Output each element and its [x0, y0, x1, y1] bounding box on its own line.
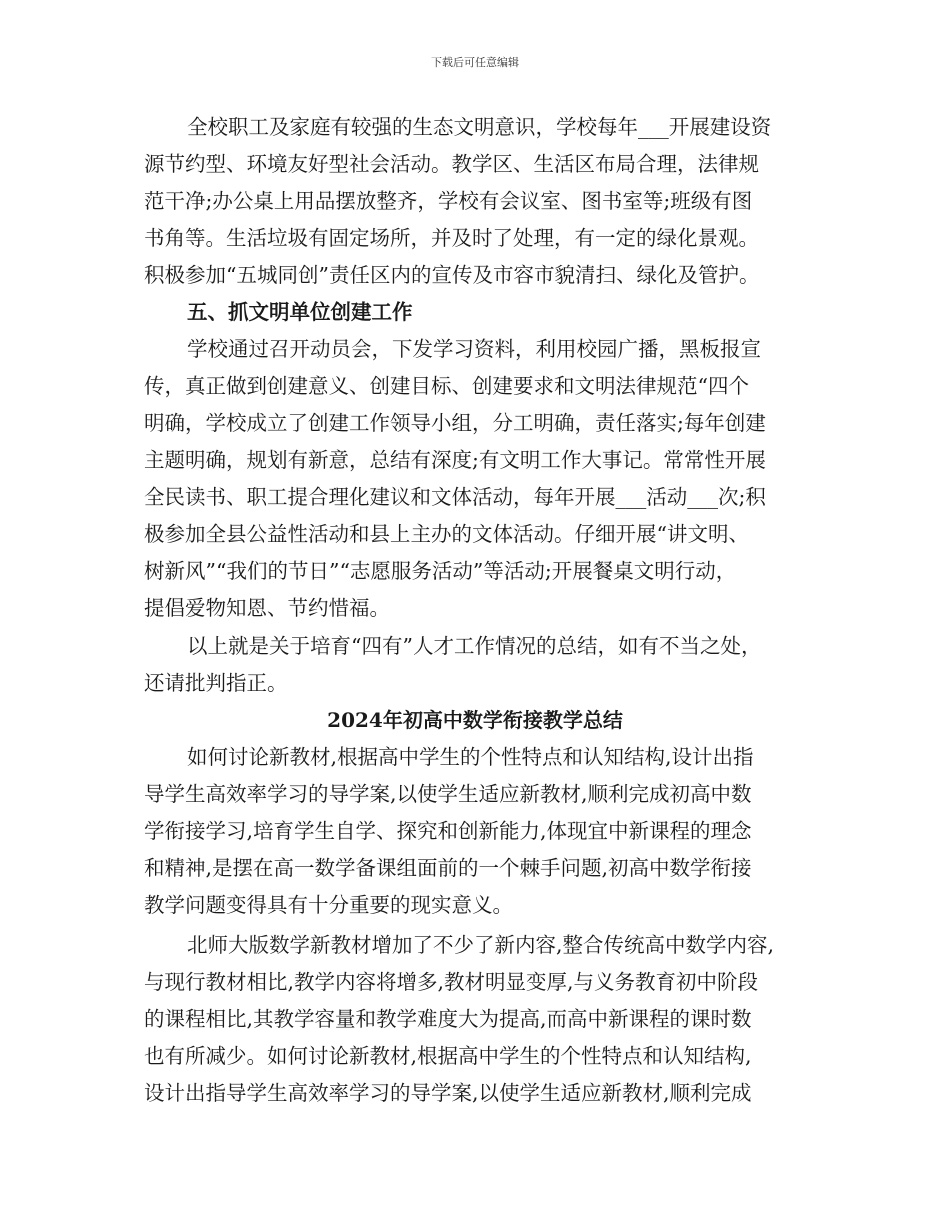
text-line: 如何讨论新教材,根据高中学生的个性特点和认知结构,设计出指	[187, 745, 754, 769]
article-title: 2024年初高中数学衔接教学总结	[327, 708, 623, 732]
text-line: 全民读书、职工提合理化建议和文体活动，每年开展___活动___次;积	[144, 485, 766, 509]
text-line: 和精神,是摆在高一数学备课组面前的一个棘手问题,初高中数学衔接	[144, 856, 752, 880]
text-line: 全校职工及家庭有较强的生态文明意识，学校每年___开展建设资	[187, 115, 772, 139]
text-line: 范干净;办公桌上用品摆放整齐，学校有会议室、图书室等;班级有图	[144, 189, 753, 213]
text-line: 学校通过召开动员会，下发学习资料，利用校园广播，黑板报宣	[187, 337, 761, 361]
text-line: 提倡爱物知恩、节约惜福。	[144, 596, 390, 620]
text-line: 源节约型、环境友好型社会活动。教学区、生活区布局合理，法律规	[144, 152, 759, 176]
text-line: 也有所减少。如何讨论新教材,根据高中学生的个性特点和认知结构,	[144, 1044, 752, 1068]
text-line: 还请批判指正。	[144, 671, 288, 695]
section-heading: 五、抓文明单位创建工作	[187, 300, 413, 324]
text-line: 设计出指导学生高效率学习的导学案,以使学生适应新教材,顺利完成	[144, 1081, 752, 1105]
text-line: 树新风”“我们的节日”“志愿服务活动”等活动;开展餐桌文明行动，	[144, 559, 737, 583]
page-header: 下载后可任意编辑	[431, 56, 519, 69]
text-line: 积极参加“五城同创”责任区内的宣传及市容市貌清扫、绿化及管护。	[144, 263, 760, 287]
text-line: 学衔接学习,培育学生自学、探究和创新能力,体现宜中新课程的理念	[144, 819, 752, 843]
text-line: 主题明确，规划有新意，总结有深度;有文明工作大事记。常常性开展	[144, 448, 766, 472]
text-line: 教学问题变得具有十分重要的现实意义。	[144, 893, 513, 917]
text-line: 书角等。生活垃圾有固定场所，并及时了处理，有一定的绿化景观。	[144, 226, 759, 250]
text-line: 传，真正做到创建意义、创建目标、创建要求和文明法律规范“四个	[144, 374, 749, 398]
text-line: 北师大版数学新教材增加了不少了新内容,整合传统高中数学内容,	[187, 933, 775, 957]
text-line: 导学生高效率学习的导学案,以使学生适应新教材,顺利完成初高中数	[144, 782, 752, 806]
text-line: 的课程相比,其教学容量和教学难度大为提高,而高中新课程的课时数	[144, 1007, 752, 1031]
text-line: 与现行教材相比,教学内容将增多,教材明显变厚,与义务教育初中阶段	[144, 970, 759, 994]
text-line: 明确，学校成立了创建工作领导小组，分工明确，责任落实;每年创建	[144, 411, 766, 435]
text-line: 以上就是关于培育“四有”人才工作情况的总结，如有不当之处，	[187, 634, 762, 658]
text-line: 极参加全县公益性活动和县上主办的文体活动。仔细开展“讲文明、	[144, 522, 749, 546]
